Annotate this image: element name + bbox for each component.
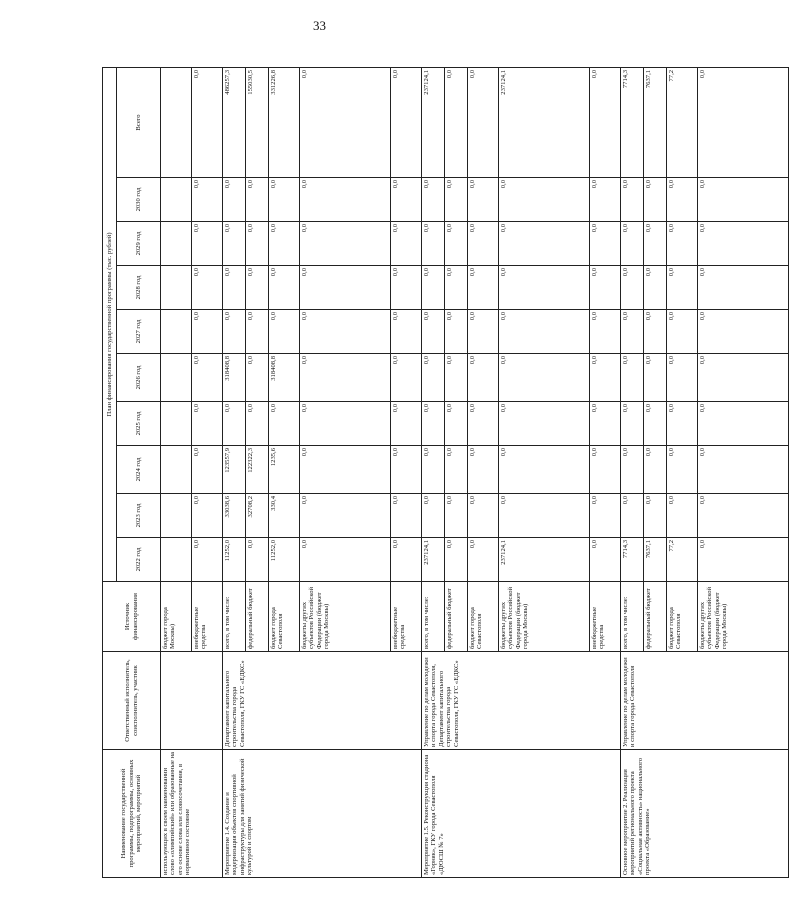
funding-value: 0,0 — [697, 178, 788, 221]
value-cell — [223, 178, 422, 222]
value-cell — [422, 178, 621, 222]
value-cell — [223, 538, 422, 582]
funding-value: 11252,0 — [268, 538, 299, 581]
rotated-table-area — [102, 68, 729, 878]
header-year: 2022 год — [117, 538, 161, 582]
funding-source: федеральный бюджет — [444, 582, 467, 651]
header-year: 2026 год — [117, 354, 161, 402]
header-year: 2030 год — [117, 178, 161, 222]
funding-value: 0,0 — [467, 266, 498, 309]
value-cell — [621, 354, 789, 402]
funding-value: 0,0 — [390, 68, 421, 177]
funding-value: 0,0 — [299, 68, 390, 177]
funding-value: 0,0 — [245, 354, 268, 401]
rotated-table-container — [102, 68, 729, 878]
funding-value: 0,0 — [444, 354, 467, 401]
value-cell — [621, 178, 789, 222]
funding-value: 237124,1 — [423, 540, 430, 565]
funding-value: 0,0 — [697, 538, 788, 581]
funding-value: 0,0 — [589, 68, 620, 177]
funding-value — [161, 266, 191, 309]
value-cell — [621, 494, 789, 538]
funding-value: 0,0 — [498, 266, 589, 309]
funding-value: 0,0 — [444, 310, 467, 353]
value-cell — [223, 266, 422, 310]
funding-value: 0,0 — [245, 222, 268, 265]
value-cell — [621, 446, 789, 494]
value-cell — [161, 494, 223, 538]
value-cell — [223, 354, 422, 402]
source-cell — [223, 582, 422, 652]
value-cell — [223, 222, 422, 266]
funding-value: 0,0 — [697, 266, 788, 309]
header-year: 2023 год — [117, 494, 161, 538]
funding-value: 0,0 — [224, 268, 231, 277]
funding-value: 11252,0 — [224, 540, 231, 562]
funding-value: 7637,1 — [643, 68, 666, 177]
funding-value: 0,0 — [390, 310, 421, 353]
funding-value: 318408,8 — [224, 356, 231, 381]
funding-value — [161, 494, 191, 537]
funding-value: 0,0 — [467, 354, 498, 401]
funding-value: 0,0 — [423, 356, 430, 365]
funding-value: 0,0 — [643, 310, 666, 353]
funding-value: 0,0 — [467, 494, 498, 537]
funding-value: 0,0 — [191, 354, 222, 401]
funding-value: 0,0 — [622, 312, 629, 321]
header-year: 2029 год — [117, 222, 161, 266]
funding-value: 0,0 — [622, 356, 629, 365]
funding-source: бюджеты других субъектов Российской Федерации (бюджет города Москвы) — [498, 582, 589, 651]
header-year: 2024 год — [117, 446, 161, 494]
funding-value: 0,0 — [498, 446, 589, 493]
value-cell — [621, 67, 789, 177]
value-cell — [422, 354, 621, 402]
funding-value: 0,0 — [666, 266, 697, 309]
funding-value: 0,0 — [467, 178, 498, 221]
funding-value: 0,0 — [444, 266, 467, 309]
funding-value: 237124,1 — [498, 68, 589, 177]
funding-value: 0,0 — [423, 496, 430, 505]
funding-value — [161, 178, 191, 221]
value-cell — [621, 222, 789, 266]
funding-source: федеральный бюджет — [643, 582, 666, 651]
funding-value: 0,0 — [643, 354, 666, 401]
funding-value: 0,0 — [299, 266, 390, 309]
funding-value: 0,0 — [643, 178, 666, 221]
funding-value: 237124,1 — [498, 538, 589, 581]
funding-value: 0,0 — [498, 494, 589, 537]
table-row — [621, 67, 789, 877]
funding-source: всего, в том числе: — [423, 596, 430, 649]
funding-value: 0,0 — [224, 404, 231, 413]
funding-value: 0,0 — [191, 538, 222, 581]
row-name: Основное мероприятие 2. Реализация мероприятий регионального проекта «Социальная активность» национального проекта «Образование» — [621, 750, 789, 878]
value-cell — [223, 494, 422, 538]
funding-value: 0,0 — [224, 312, 231, 321]
table-row — [223, 67, 422, 877]
funding-value: 33038,6 — [224, 496, 231, 518]
funding-value: 77,2 — [666, 68, 697, 177]
funding-value: 0,0 — [467, 402, 498, 445]
funding-value: 0,0 — [467, 310, 498, 353]
funding-value: 0,0 — [191, 222, 222, 265]
funding-value: 0,0 — [666, 310, 697, 353]
funding-value: 123557,9 — [224, 448, 231, 473]
funding-value: 0,0 — [643, 494, 666, 537]
funding-value: 0,0 — [589, 402, 620, 445]
funding-value: 0,0 — [697, 310, 788, 353]
funding-source: всего, в том числе: — [224, 596, 231, 649]
funding-value: 0,0 — [423, 224, 430, 233]
funding-value: 0,0 — [622, 448, 629, 457]
funding-value: 0,0 — [390, 266, 421, 309]
funding-value: 0,0 — [589, 538, 620, 581]
funding-value: 0,0 — [589, 222, 620, 265]
funding-value: 0,0 — [589, 354, 620, 401]
funding-value: 0,0 — [299, 494, 390, 537]
funding-value: 0,0 — [299, 310, 390, 353]
value-cell — [161, 178, 223, 222]
header-year: 2025 год — [117, 402, 161, 446]
value-cell — [621, 310, 789, 354]
funding-value: 155030,5 — [245, 68, 268, 177]
funding-value: 0,0 — [666, 354, 697, 401]
funding-value: 0,0 — [299, 538, 390, 581]
funding-value: 0,0 — [643, 266, 666, 309]
funding-value: 0,0 — [299, 354, 390, 401]
funding-value — [161, 538, 191, 581]
funding-value: 0,0 — [589, 266, 620, 309]
value-cell — [161, 266, 223, 310]
funding-value: 0,0 — [666, 222, 697, 265]
funding-value: 0,0 — [191, 446, 222, 493]
funding-value: 0,0 — [498, 178, 589, 221]
funding-value: 0,0 — [390, 538, 421, 581]
funding-source: внебюджетные средства — [191, 582, 222, 651]
funding-value: 0,0 — [643, 222, 666, 265]
funding-value: 0,0 — [390, 494, 421, 537]
funding-source: федеральный бюджет — [245, 582, 268, 651]
funding-value: 0,0 — [467, 222, 498, 265]
funding-value — [161, 68, 191, 177]
value-cell — [422, 446, 621, 494]
funding-value: 0,0 — [589, 494, 620, 537]
funding-value: 0,0 — [444, 538, 467, 581]
value-cell — [223, 402, 422, 446]
row-name: использующих в своем наименовании слово «олимпийский» или образованные на его основе слова или словосочетания, в нормативное состояние — [161, 750, 223, 878]
table-row — [422, 67, 621, 877]
funding-value: 0,0 — [498, 402, 589, 445]
funding-value: 0,0 — [245, 178, 268, 221]
value-cell — [161, 310, 223, 354]
funding-value: 0,0 — [245, 310, 268, 353]
funding-value: 0,0 — [245, 402, 268, 445]
funding-source: бюджет города Севастополя — [268, 582, 299, 651]
value-cell — [161, 402, 223, 446]
funding-value — [161, 354, 191, 401]
funding-value: 0,0 — [390, 402, 421, 445]
funding-value — [161, 402, 191, 445]
funding-value: 0,0 — [498, 354, 589, 401]
funding-value: 0,0 — [191, 266, 222, 309]
funding-value: 0,0 — [622, 496, 629, 505]
funding-value: 0,0 — [191, 68, 222, 177]
funding-value: 0,0 — [643, 446, 666, 493]
funding-value: 0,0 — [666, 178, 697, 221]
value-cell — [621, 538, 789, 582]
funding-value: 0,0 — [268, 402, 299, 445]
value-cell — [223, 67, 422, 177]
funding-value: 0,0 — [299, 178, 390, 221]
value-cell — [422, 402, 621, 446]
header-year: 2028 год — [117, 266, 161, 310]
funding-value: 0,0 — [697, 354, 788, 401]
funding-value: 0,0 — [589, 310, 620, 353]
funding-value: 7714,3 — [622, 69, 629, 89]
funding-value: 0,0 — [622, 404, 629, 413]
source-cell — [161, 582, 223, 652]
value-cell — [161, 446, 223, 494]
funding-value: 0,0 — [390, 446, 421, 493]
funding-value: 0,0 — [444, 68, 467, 177]
funding-value: 122322,3 — [245, 446, 268, 493]
funding-value: 0,0 — [697, 68, 788, 177]
funding-value: 0,0 — [423, 404, 430, 413]
row-name: Мероприятие 1.5. Реконструкция стадиона «Горняк», ГКУ города Севастополя «ДЮСШ № 7» — [422, 750, 621, 878]
funding-value: 77,2 — [666, 538, 697, 581]
funding-value — [161, 446, 191, 493]
value-cell — [161, 354, 223, 402]
funding-value: 0,0 — [666, 494, 697, 537]
funding-value: 0,0 — [299, 446, 390, 493]
funding-value: 330,4 — [268, 494, 299, 537]
value-cell — [161, 538, 223, 582]
funding-value: 0,0 — [622, 224, 629, 233]
funding-value: 0,0 — [245, 266, 268, 309]
source-cell — [621, 582, 789, 652]
funding-value: 0,0 — [191, 402, 222, 445]
funding-value: 0,0 — [643, 402, 666, 445]
page-number: 33 — [313, 18, 326, 33]
funding-source: внебюджетные средства — [589, 582, 620, 651]
funding-value: 32708,2 — [245, 494, 268, 537]
source-cell — [422, 582, 621, 652]
table-row — [161, 67, 223, 877]
header-source: Источник финансирования — [103, 582, 161, 652]
funding-value: 0,0 — [697, 402, 788, 445]
value-cell — [422, 67, 621, 177]
funding-value: 0,0 — [268, 178, 299, 221]
funding-value: 0,0 — [191, 494, 222, 537]
funding-value: 0,0 — [444, 222, 467, 265]
funding-value: 237124,1 — [423, 69, 430, 95]
funding-source: внебюджетные средства — [390, 582, 421, 651]
funding-value: 0,0 — [622, 180, 629, 189]
value-cell — [223, 310, 422, 354]
funding-value: 0,0 — [697, 222, 788, 265]
funding-value: 0,0 — [589, 446, 620, 493]
row-responsible: Департамент капитального строительства города Севастополя, ГКУ ГС «ЕДКС» — [223, 652, 422, 750]
header-year: 2027 год — [117, 310, 161, 354]
funding-value: 0,0 — [666, 446, 697, 493]
row-responsible — [161, 652, 223, 750]
funding-value: 0,0 — [299, 402, 390, 445]
value-cell — [621, 402, 789, 446]
header-name: Наименование государственной программы, подпрограммы, основных мероприятий, мероприятий — [103, 750, 161, 878]
funding-value: 0,0 — [467, 538, 498, 581]
funding-value: 331226,8 — [268, 68, 299, 177]
value-cell — [223, 446, 422, 494]
funding-source: бюджет города Севастополя — [666, 582, 697, 651]
funding-value: 0,0 — [423, 312, 430, 321]
header-plan: План финансирования государственной программы (тыс. рублей) — [103, 67, 117, 581]
funding-value: 0,0 — [697, 446, 788, 493]
funding-value: 0,0 — [245, 538, 268, 581]
funding-value — [161, 310, 191, 353]
value-cell — [161, 67, 223, 177]
funding-value — [161, 222, 191, 265]
value-cell — [621, 266, 789, 310]
funding-source: бюджеты других субъектов Российской Федерации (бюджет города Москвы) — [299, 582, 390, 651]
funding-value: 0,0 — [444, 178, 467, 221]
funding-value: 0,0 — [390, 178, 421, 221]
value-cell — [422, 222, 621, 266]
funding-value: 0,0 — [191, 310, 222, 353]
funding-value: 0,0 — [299, 222, 390, 265]
value-cell — [422, 494, 621, 538]
funding-value: 0,0 — [423, 180, 430, 189]
row-responsible: Управление по делам молодежи и спорта города Севастополя, Департамент капитального строительства города Севастополя, ГКУ ГС «ЕДКС» — [422, 652, 621, 750]
row-name: Мероприятие 1.4. Создание и модернизация объектов спортивной инфраструктуры для занятий физической культурой и спортом — [223, 750, 422, 878]
funding-value: 7714,3 — [622, 540, 629, 559]
funding-value: 0,0 — [498, 222, 589, 265]
funding-value: 0,0 — [390, 222, 421, 265]
funding-value: 486257,3 — [224, 69, 231, 95]
value-cell — [422, 310, 621, 354]
funding-value: 0,0 — [224, 224, 231, 233]
funding-value: 318408,8 — [268, 354, 299, 401]
funding-value: 0,0 — [444, 494, 467, 537]
row-responsible: Управление по делам молодежи и спорта города Севастополя — [621, 652, 789, 750]
funding-value: 0,0 — [467, 68, 498, 177]
funding-value: 0,0 — [268, 222, 299, 265]
funding-value: 0,0 — [498, 310, 589, 353]
funding-value: 0,0 — [423, 448, 430, 457]
value-cell — [422, 538, 621, 582]
funding-value: 0,0 — [697, 494, 788, 537]
header-year: Всего — [117, 67, 161, 177]
funding-source: бюджеты других субъектов Российской Федерации (бюджет города Москвы) — [697, 582, 788, 651]
funding-source: бюджет города Москвы) — [162, 607, 177, 649]
funding-value: 0,0 — [268, 266, 299, 309]
funding-value: 0,0 — [467, 446, 498, 493]
funding-source: бюджет города Севастополя — [467, 582, 498, 651]
funding-value: 0,0 — [622, 268, 629, 277]
financing-plan-table — [102, 67, 789, 878]
funding-value: 0,0 — [191, 178, 222, 221]
funding-value: 0,0 — [666, 402, 697, 445]
funding-source: всего, в том числе: — [622, 596, 629, 649]
funding-value: 1235,6 — [268, 446, 299, 493]
header-responsible: Ответственный исполнитель, соисполнитель, участник — [103, 652, 161, 750]
value-cell — [161, 222, 223, 266]
funding-value: 0,0 — [224, 180, 231, 189]
funding-value: 7637,1 — [643, 538, 666, 581]
funding-value: 0,0 — [390, 354, 421, 401]
funding-value: 0,0 — [423, 268, 430, 277]
funding-value: 0,0 — [444, 446, 467, 493]
funding-value: 0,0 — [268, 310, 299, 353]
funding-value: 0,0 — [589, 178, 620, 221]
value-cell — [422, 266, 621, 310]
funding-value: 0,0 — [444, 402, 467, 445]
